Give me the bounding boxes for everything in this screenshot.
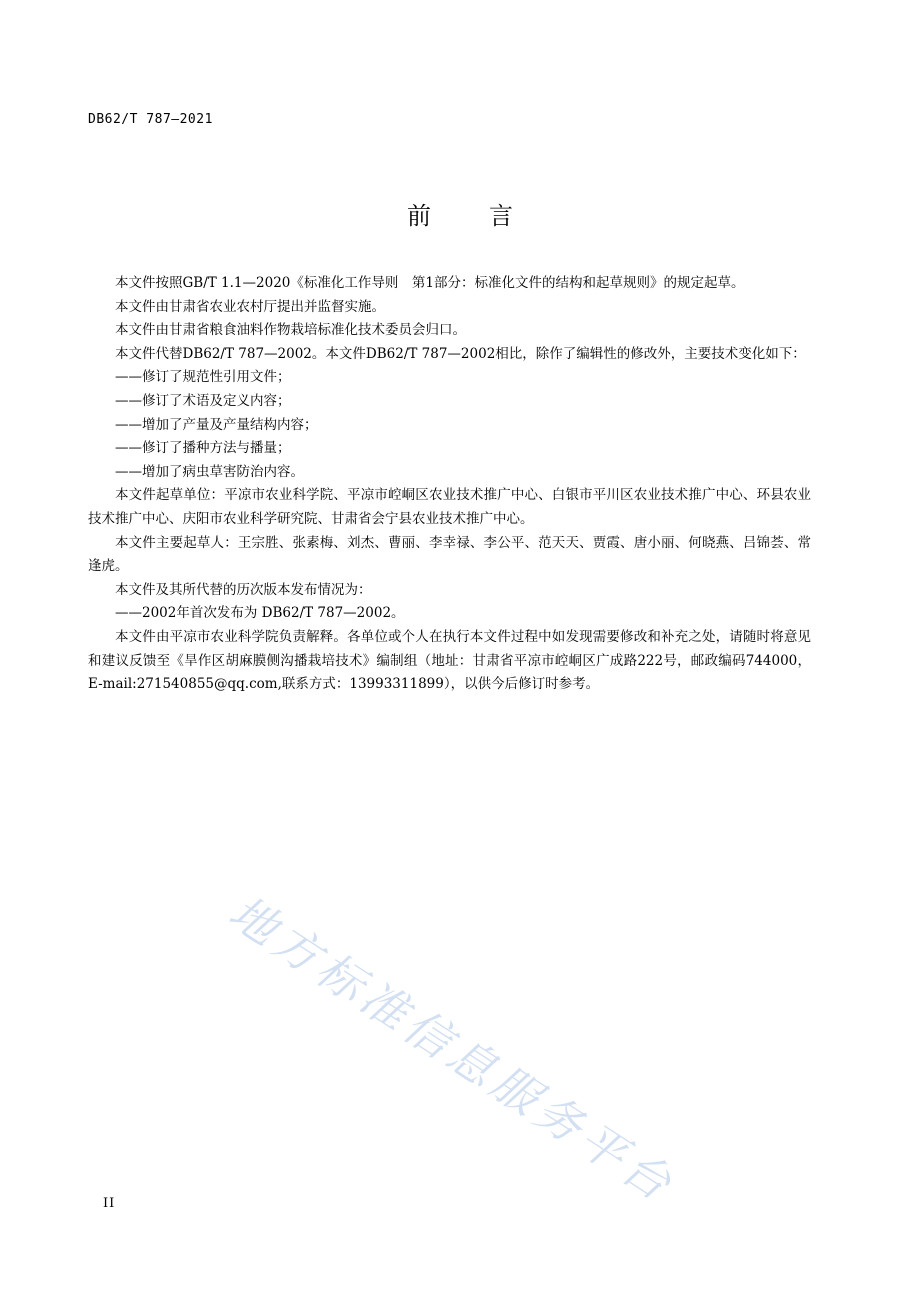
page-number: II	[103, 1196, 116, 1211]
change-item: ——增加了产量及产量结构内容；	[115, 416, 318, 433]
paragraph-drafting-units: 本文件起草单位：平凉市农业科学院、平凉市崆峒区农业技术推广中心、白银市平川区农业技术推广中心、环县农业技术推广中心、庆阳市农业科学研究院、甘肃省会宁县农业技术推广中心。	[88, 487, 811, 527]
change-item: ——修订了术语及定义内容；	[115, 392, 291, 409]
paragraph-committee: 本文件由甘肃省粮食油料作物栽培标准化技术委员会归口。	[115, 322, 466, 339]
paragraph-replacement: 本文件代替DB62/T 787—2002。本文件DB62/T 787—2002相比，除作了编辑性的修改外，主要技术变化如下：	[115, 345, 806, 362]
paragraph-drafting-rules: 本文件按照GB/T 1.1—2020《标准化工作导则 第1部分：标准化文件的结构和起草规则》的规定起草。	[115, 275, 745, 291]
paragraph-interpretation: 本文件由平凉市农业科学院负责解释。各单位或个人在执行本文件过程中如发现需要修改和补充之处，请随时将意见和建议反馈至《旱作区胡麻膜侧沟播栽培技术》编制组（地址：甘肃省平凉市崆峒区广成路222号，邮政编码744000，E-mail:271540855@qq.com,联系方式：13993311899），以供今后修订时参考。	[88, 628, 811, 693]
paragraph-drafters: 本文件主要起草人：王宗胜、张素梅、刘杰、曹丽、李幸禄、李公平、范天天、贾霞、唐小丽、何晓燕、吕锦荟、常逢虎。	[88, 534, 811, 575]
paragraph-proposer: 本文件由甘肃省农业农村厅提出并监督实施。	[115, 298, 385, 315]
foreword-body	[88, 272, 811, 697]
document-code: DB62/T 787—2021	[88, 112, 213, 127]
history-item: ——2002年首次发布为 DB62/T 787—2002。	[115, 605, 405, 622]
change-item: ——增加了病虫草害防治内容。	[115, 463, 304, 480]
paragraph-history-intro: 本文件及其所代替的历次版本发布情况为：	[115, 581, 372, 598]
change-item: ——修订了播种方法与播量；	[115, 440, 291, 457]
change-item: ——修订了规范性引用文件；	[115, 369, 291, 386]
page-title: 前言	[407, 202, 571, 230]
watermark-text: 地方标准信息服务平台	[219, 884, 686, 1214]
